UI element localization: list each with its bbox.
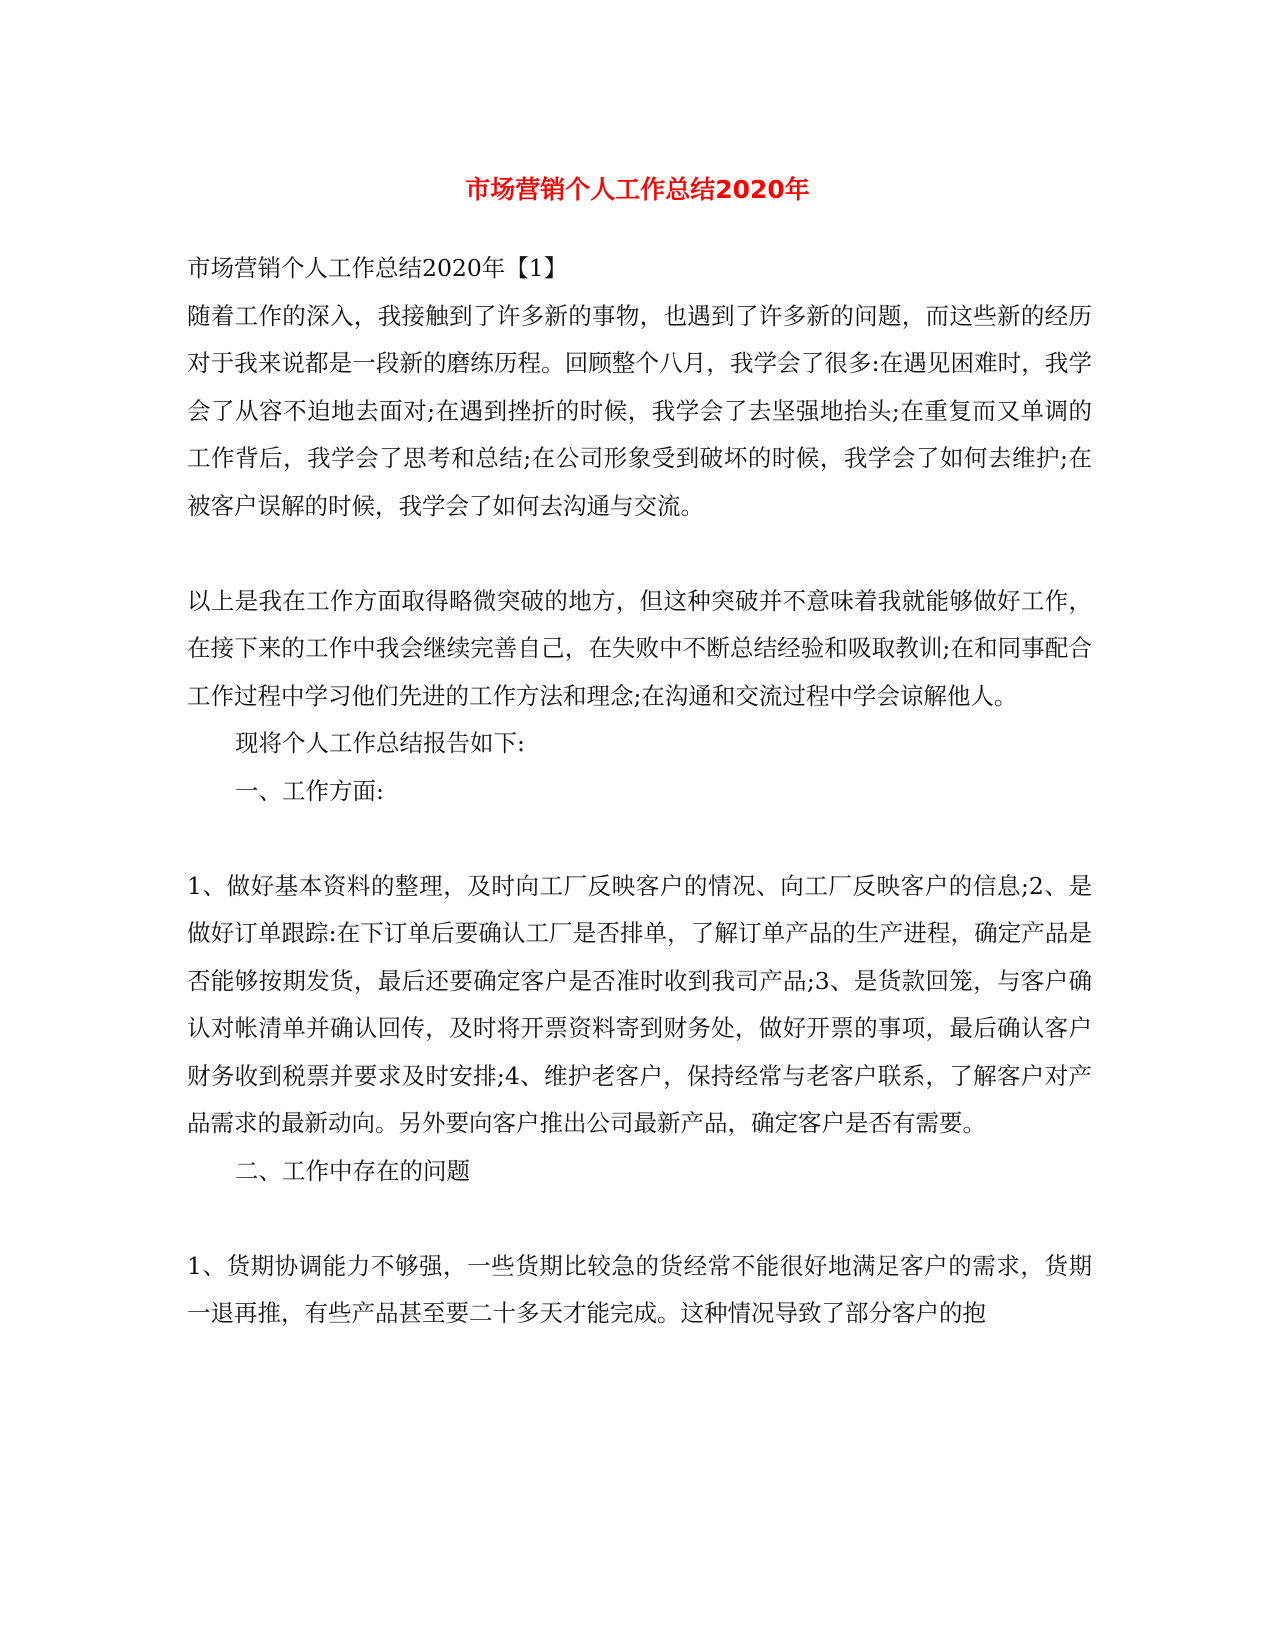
section-2-title: 二、工作中存在的问题 bbox=[235, 1156, 470, 1185]
paragraph-gap bbox=[187, 815, 1092, 863]
paragraph-2: 以上是我在工作方面取得略微突破的地方，但这种突破并不意味着我就能够做好工作，在接下来的工作中我会继续完善自己，在失败中不断总结经验和吸取教训;在和同事配合工作过程中学习他们先进的工作方法和理念;在沟通和交流过程中学会谅解他人。 bbox=[187, 586, 1092, 710]
paragraph-1: 随着工作的深入，我接触到了许多新的事物，也遇到了许多新的问题，而这些新的经历对于我来说都是一段新的磨练历程。回顾整个八月，我学会了很多:在遇见困难时，我学会了从容不迫地去面对;在遇到挫折的时候，我学会了去坚强地抬头;在重复而又单调的工作背后，我学会了思考和总结;在公司形象受到破坏的时候，我学会了如何去维护;在被客户误解的时候，我学会了如何去沟通与交流。 bbox=[187, 301, 1092, 520]
document-body bbox=[187, 245, 1092, 1338]
report-intro: 现将个人工作总结报告如下: bbox=[235, 729, 525, 757]
paragraph-3: 1、做好基本资料的整理，及时向工厂反映客户的情况、向工厂反映客户的信息;2、是做好订单跟踪:在下订单后要确认工厂是否排单，了解订单产品的生产进程，确定产品是否能够按期发货，最后还要确定客户是否准时收到我司产品;3、是货款回笼，与客户确认对帐清单并确认回传，及时将开票资料寄到财务处，做好开票的事项，最后确认客户财务收到税票并要求及时安排;4、维护老客户，保持经常与老客户联系，了解客户对产品需求的最新动向。另外要向客户推出公司最新产品，确定客户是否有需要。 bbox=[187, 871, 1092, 1137]
document-title: 市场营销个人工作总结2020年 bbox=[465, 175, 810, 204]
paragraph-4: 1、货期协调能力不够强，一些货期比较急的货经常不能很好地满足客户的需求，货期一退再推，有些产品甚至要二十多天才能完成。这种情况导致了部分客户的抱 bbox=[187, 1251, 1092, 1327]
section-heading: 市场营销个人工作总结2020年【1】 bbox=[187, 254, 568, 282]
paragraph-gap bbox=[187, 1195, 1092, 1243]
paragraph-gap bbox=[187, 530, 1092, 578]
section-1-title: 一、工作方面: bbox=[235, 776, 384, 805]
